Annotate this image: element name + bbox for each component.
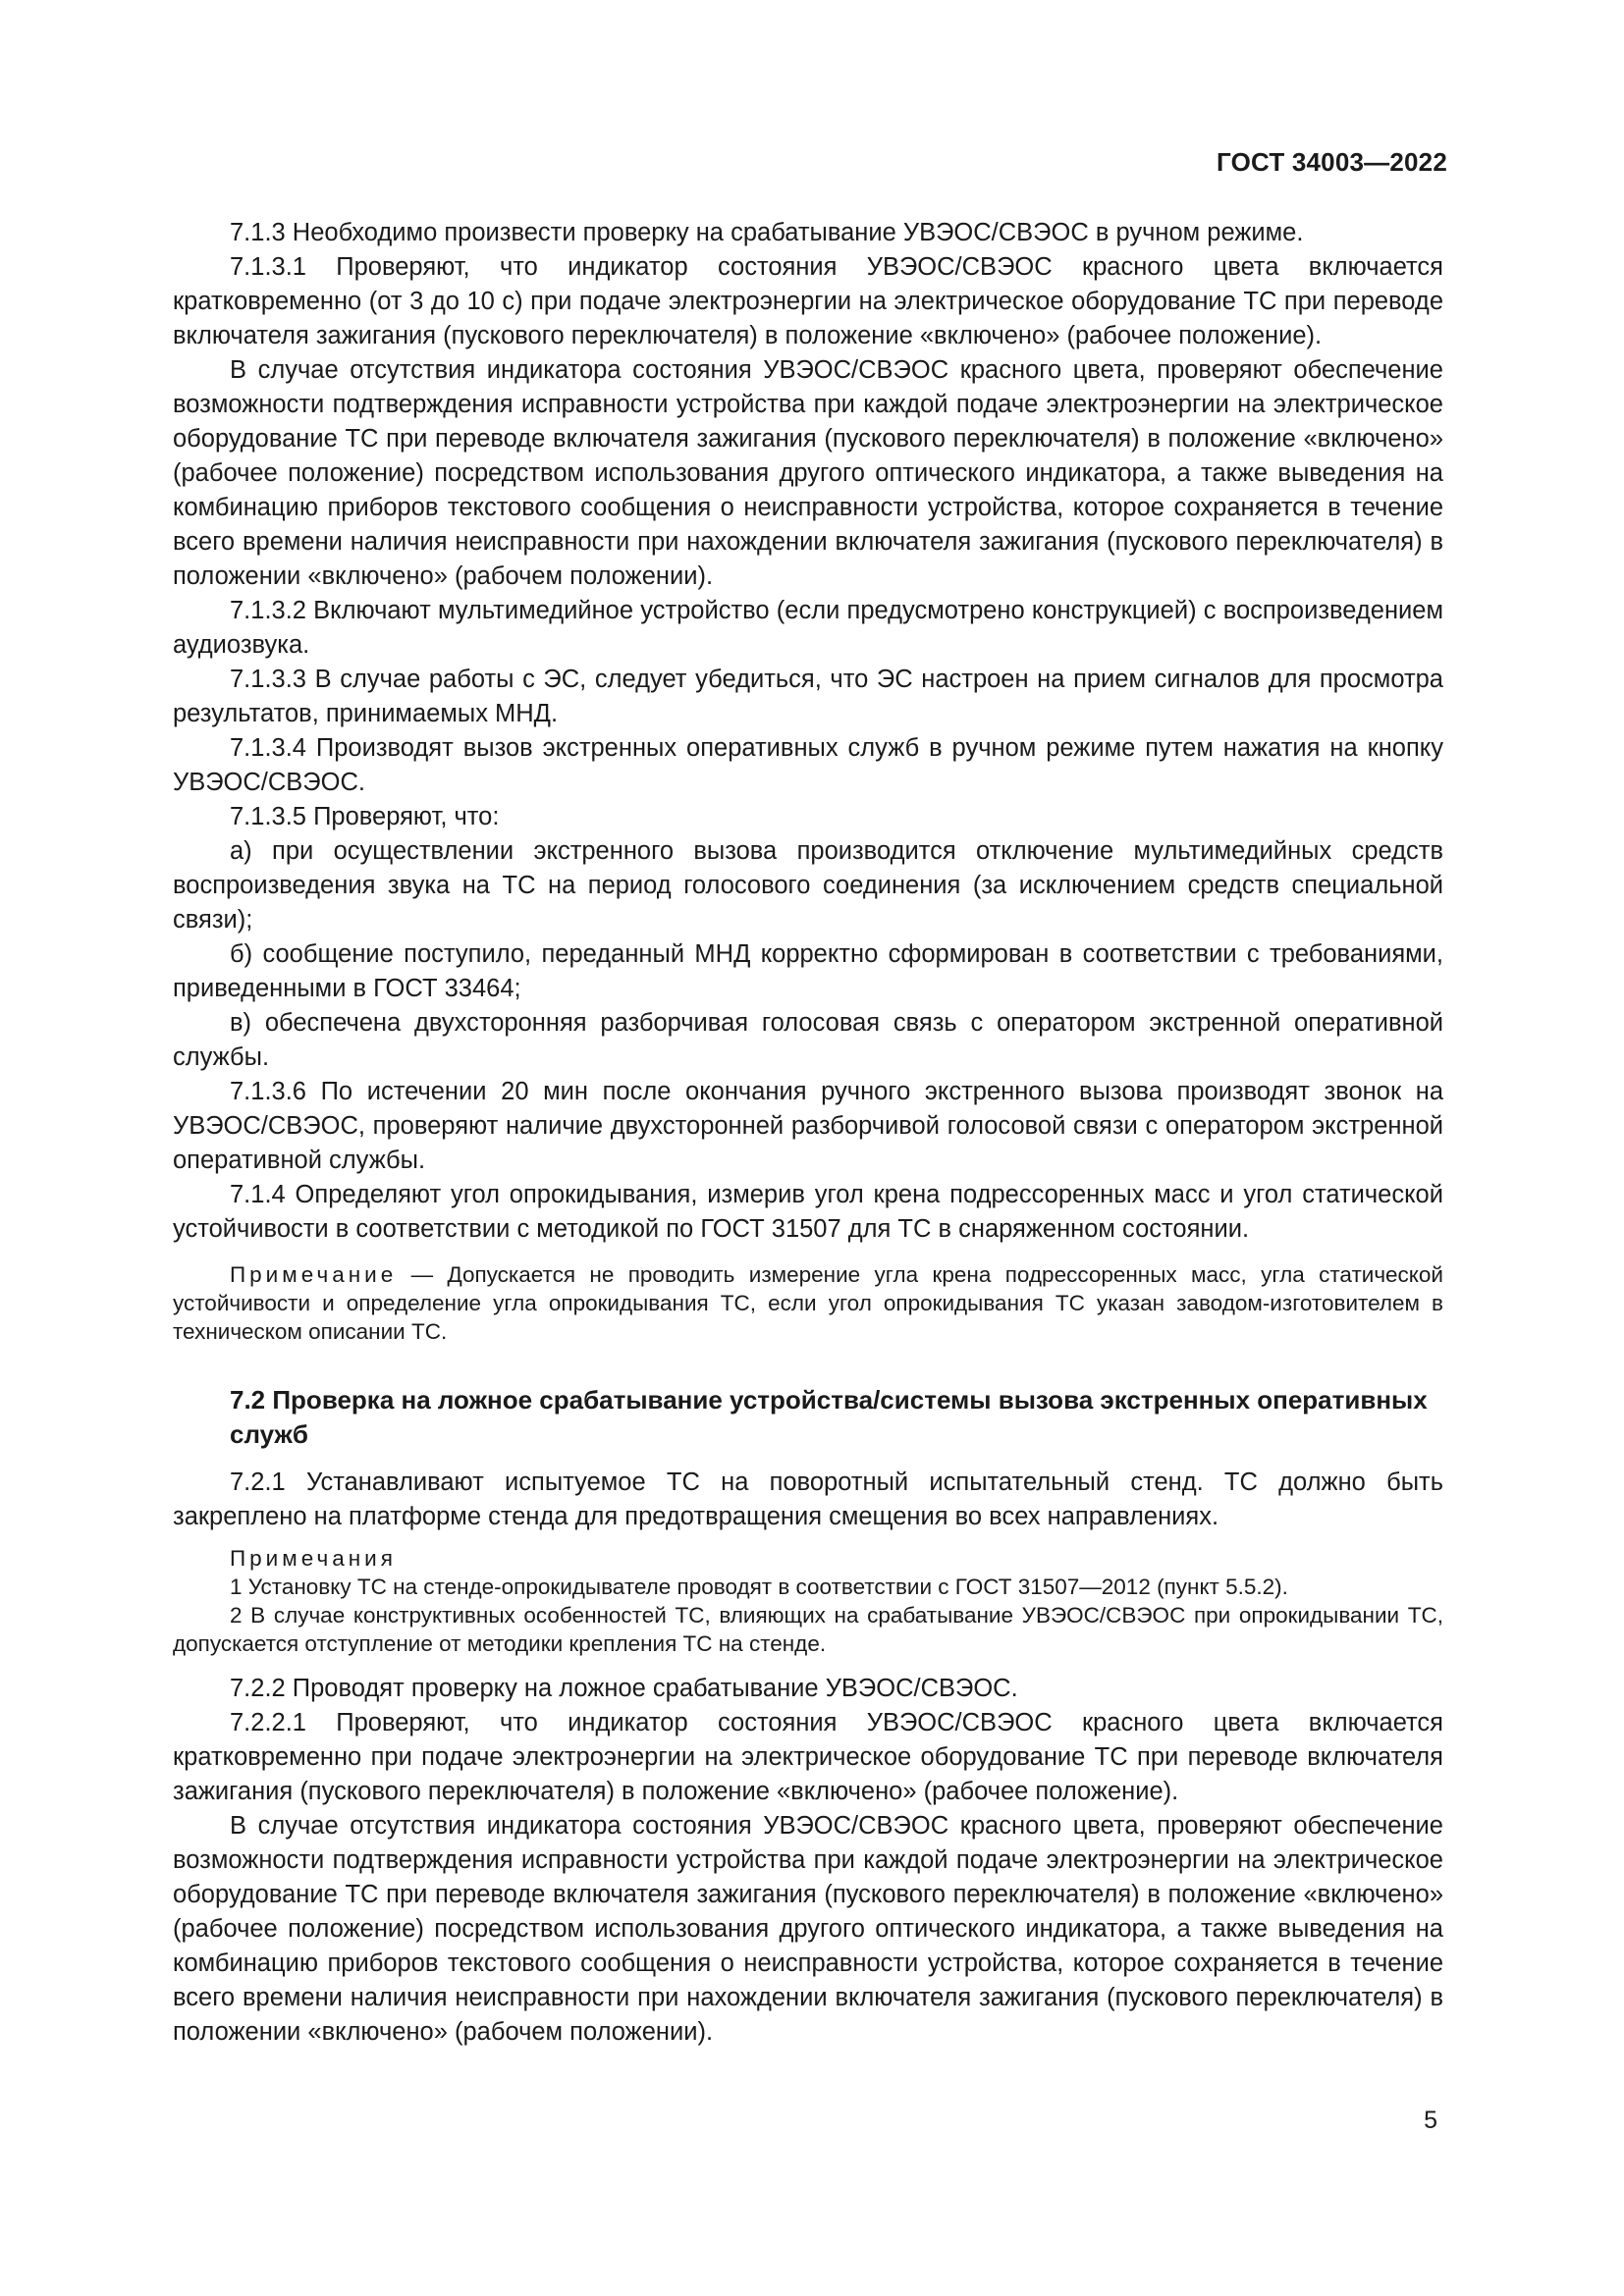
paragraph-7-2-2-1: 7.2.2.1 Проверяют, что индикатор состояния УВЭОС/СВЭОС красного цвета включается кратковременно при подаче электроэнергии на электрическое оборудование ТС при переводе включателя зажигания (пускового переключателя) в положение «включено» (рабочее положение). [173,1709,1443,1805]
paragraph-7-1-3: 7.1.3 Необходимо произвести проверку на срабатывание УВЭОС/СВЭОС в ручном режиме. [230,219,1304,246]
paragraph-7-1-3-3: 7.1.3.3 В случае работы с ЭС, следует убедиться, что ЭС настроен на прием сигналов для просмотра результатов, принимаемых МНД. [173,666,1443,727]
paragraph-no-indicator-2: В случае отсутствия индикатора состояния УВЭОС/СВЭОС красного цвета, проверяют обеспечение возможности подтверждения исправности устройства при каждой подаче электроэнергии на электрическое оборудование ТС при переводе включателя зажигания (пускового переключателя) в положение «включено» (рабочее положение) посредством использования другого оптического индикатора, а также выведения на комбинацию приборов текстового сообщения о неисправности устройства, которое сохраняется в течение всего времени наличия неисправности при нахождении включателя зажигания (пускового переключателя) в положении «включено» (рабочем положении). [173,1812,1443,2046]
paragraph-7-1-3-6: 7.1.3.6 По истечении 20 мин после окончания ручного экстренного вызова производят звонок на УВЭОС/СВЭОС, проверяют наличие двухсторонней разборчивой голосовой связи с оператором экстренной оперативной службы. [173,1078,1443,1174]
note-1: 1 Установку ТС на стенде-опрокидывателе проводят в соответствии с ГОСТ 31507—2012 (пункт 5.5.2). [230,1575,1288,1599]
paragraph-7-1-4: 7.1.4 Определяют угол опрокидывания, измерив угол крена подрессоренных масс и угол статической устойчивости в соответствии с методикой по ГОСТ 31507 для ТС в снаряженном состоянии. [173,1181,1443,1243]
paragraph-7-1-3-4: 7.1.3.4 Производят вызов экстренных оперативных служб в ручном режиме путем нажатия на кнопку УВЭОС/СВЭОС. [173,734,1443,796]
paragraph-7-1-3-2: 7.1.3.2 Включают мультимедийное устройство (если предусмотрено конструкцией) с воспроизведением аудиозвука. [173,597,1443,659]
list-item-b: б) сообщение поступило, переданный МНД корректно сформирован в соответствии с требованиями, приведенными в ГОСТ 33464; [173,940,1443,1002]
standard-header: ГОСТ 34003—2022 [1217,147,1447,177]
page-number: 5 [1424,2107,1437,2134]
paragraph-7-2-1: 7.2.1 Устанавливают испытуемое ТС на поворотный испытательный стенд. ТС должно быть закреплено на платформе стенда для предотвращения смещения во всех направлениях. [173,1468,1443,1530]
list-item-a: а) при осуществлении экстренного вызова производится отключение мультимедийных средств воспроизведения звука на ТС на период голосового соединения (за исключением средств специальной связи); [173,837,1443,934]
paragraph-7-1-3-5: 7.1.3.5 Проверяют, что: [230,803,500,830]
note-2: 2 В случае конструктивных особенностей ТС, влияющих на срабатывание УВЭОС/СВЭОС при опрокидывании ТС, допускается отступление от методики крепления ТС на стенде. [173,1603,1443,1656]
paragraph-7-2-2: 7.2.2 Проводят проверку на ложное срабатывание УВЭОС/СВЭОС. [230,1675,1018,1702]
paragraph-7-1-3-1: 7.1.3.1 Проверяют, что индикатор состояния УВЭОС/СВЭОС красного цвета включается кратковременно (от 3 до 10 с) при подаче электроэнергии на электрическое оборудование ТС при переводе включателя зажигания (пускового переключателя) в положение «включено» (рабочее положение). [173,253,1443,349]
notes-title: Примечания [230,1546,397,1571]
note-label: Примечание [230,1262,398,1287]
document-body [173,216,1443,2050]
list-item-v: в) обеспечена двухсторонняя разборчивая голосовая связь с оператором экстренной оперативной службы. [173,1009,1443,1071]
paragraph-no-indicator: В случае отсутствия индикатора состояния УВЭОС/СВЭОС красного цвета, проверяют обеспечение возможности подтверждения исправности устройства при каждой подаче электроэнергии на электрическое оборудование ТС при переводе включателя зажигания (пускового переключателя) в положение «включено» (рабочее положение) посредством использования другого оптического индикатора, а также выведения на комбинацию приборов текстового сообщения о неисправности устройства, которое сохраняется в течение всего времени наличия неисправности при нахождении включателя зажигания (пускового переключателя) в положении «включено» (рабочем положении). [173,356,1443,590]
section-heading-7-2: 7.2 Проверка на ложное срабатывание устройства/системы вызова экстренных оперативных служб [230,1385,1428,1449]
note-text: — Допускается не проводить измерение угла крена подрессоренных масс, угла статической устойчивости и определение угла опрокидывания ТС, если угол опрокидывания ТС указан заводом-изготовителем в техническом описании ТС. [173,1262,1443,1344]
note-7-1-4 [173,1260,1443,1346]
